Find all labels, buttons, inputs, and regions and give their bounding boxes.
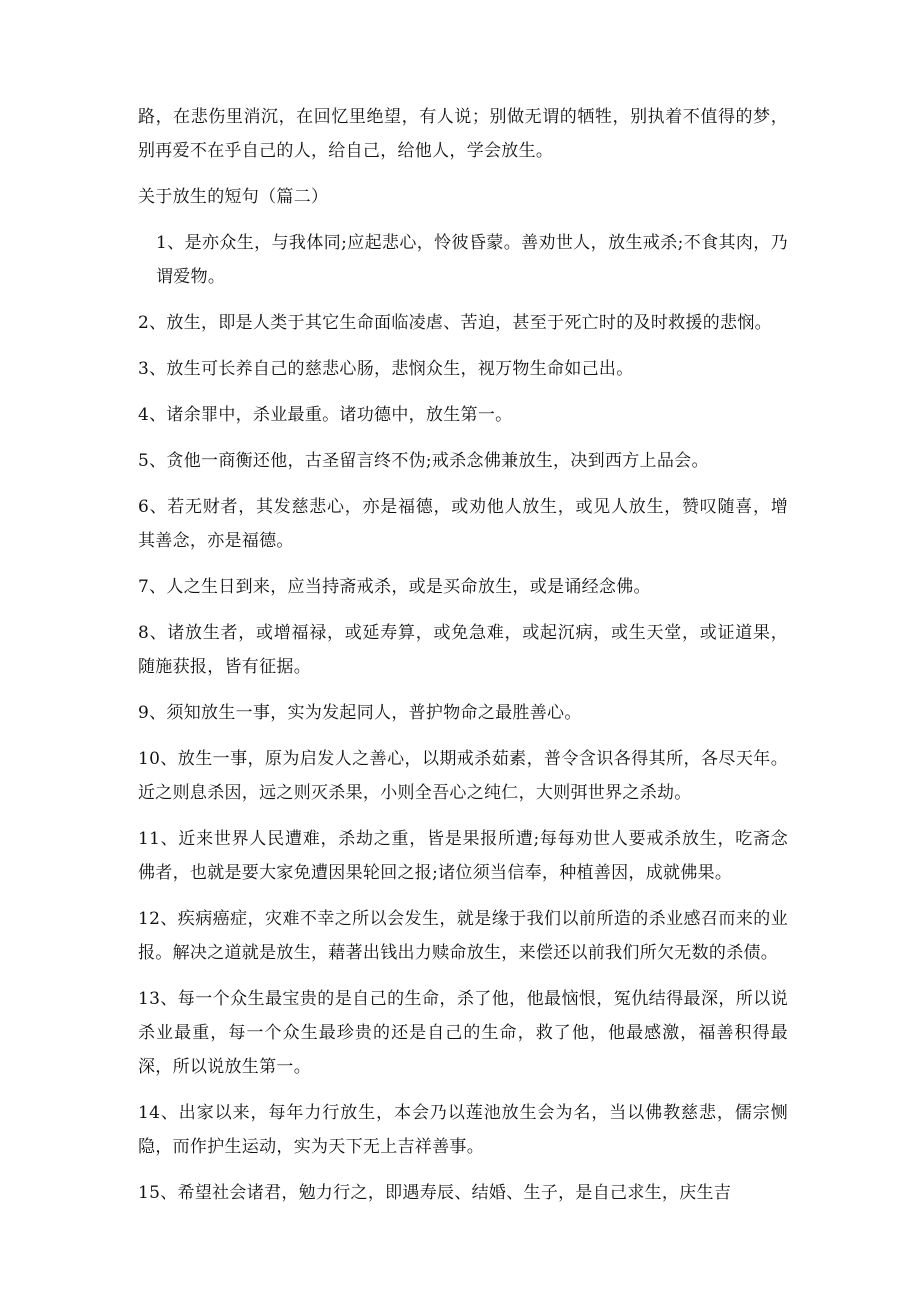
list-item: 12、疾病癌症，灾难不幸之所以会发生，就是缘于我们以前所造的杀业感召而来的业报。解决之道就是放生，藉著出钱出力赎命放生，来偿还以前我们所欠无数的杀债。 [138, 909, 788, 963]
list-item: 14、出家以来，每年力行放生，本会乃以莲池放生会为名，当以佛教慈悲，儒宗恻隐，而作护生运动，实为天下无上吉祥善事。 [138, 1103, 788, 1157]
list-item: 6、若无财者，其发慈悲心，亦是福德，或劝他人放生，或见人放生，赞叹随喜，增其善念，亦是福德。 [138, 497, 788, 551]
section-title: 关于放生的短句（篇二） [138, 187, 329, 207]
list-item: 9、须知放生一事，实为发起同人，普护物命之最胜善心。 [138, 703, 582, 723]
list-item: 10、放生一事，原为启发人之善心，以期戒杀茹素，普令含识各得其所，各尽天年。近之则息杀因，远之则灭杀果，小则全吾心之纯仁，大则弭世界之杀劫。 [138, 749, 788, 803]
list-item: 11、近来世界人民遭难，杀劫之重，皆是果报所遭;每每劝世人要戒杀放生，吃斋念佛者，也就是要大家免遭因果轮回之报;诸位须当信奉，种植善因，成就佛果。 [138, 829, 788, 883]
list-item: 15、希望社会诸君，勉力行之，即遇寿辰、结婚、生子，是自己求生，庆生吉 [138, 1183, 732, 1203]
list-item: 4、诸余罪中，杀业最重。诸功德中，放生第一。 [138, 405, 513, 425]
list-item: 2、放生，即是人类于其它生命面临凌虐、苦迫，甚至于死亡时的及时救援的悲悯。 [138, 313, 772, 333]
list-item: 1、是亦众生，与我体同;应起悲心，怜彼昏蒙。善劝世人，放生戒杀;不食其肉，乃谓爱物。 [156, 233, 788, 287]
document-body [138, 100, 788, 1210]
list-item: 13、每一个众生最宝贵的是自己的生命，杀了他，他最恼恨，冤仇结得最深，所以说杀业最重，每一个众生最珍贵的还是自己的生命，救了他，他最感激，福善积得最深，所以说放生第一。 [138, 989, 788, 1077]
list-item: 7、人之生日到来，应当持斋戒杀，或是买命放生，或是诵经念佛。 [138, 577, 651, 597]
intro-paragraph: 路，在悲伤里消沉，在回忆里绝望，有人说；别做无谓的牺牲，别执着不值得的梦，别再爱不在乎自己的人，给自己，给他人，学会放生。 [138, 107, 788, 161]
list-item: 8、诸放生者，或增福禄，或延寿算，或免急难，或起沉病，或生天堂，或证道果，随施获报，皆有征据。 [138, 623, 788, 677]
list-item: 5、贪他一商衡还他，古圣留言终不伪;戒杀念佛兼放生，决到西方上品会。 [138, 451, 709, 471]
list-item: 3、放生可长养自己的慈悲心肠，悲悯众生，视万物生命如己出。 [138, 359, 634, 379]
